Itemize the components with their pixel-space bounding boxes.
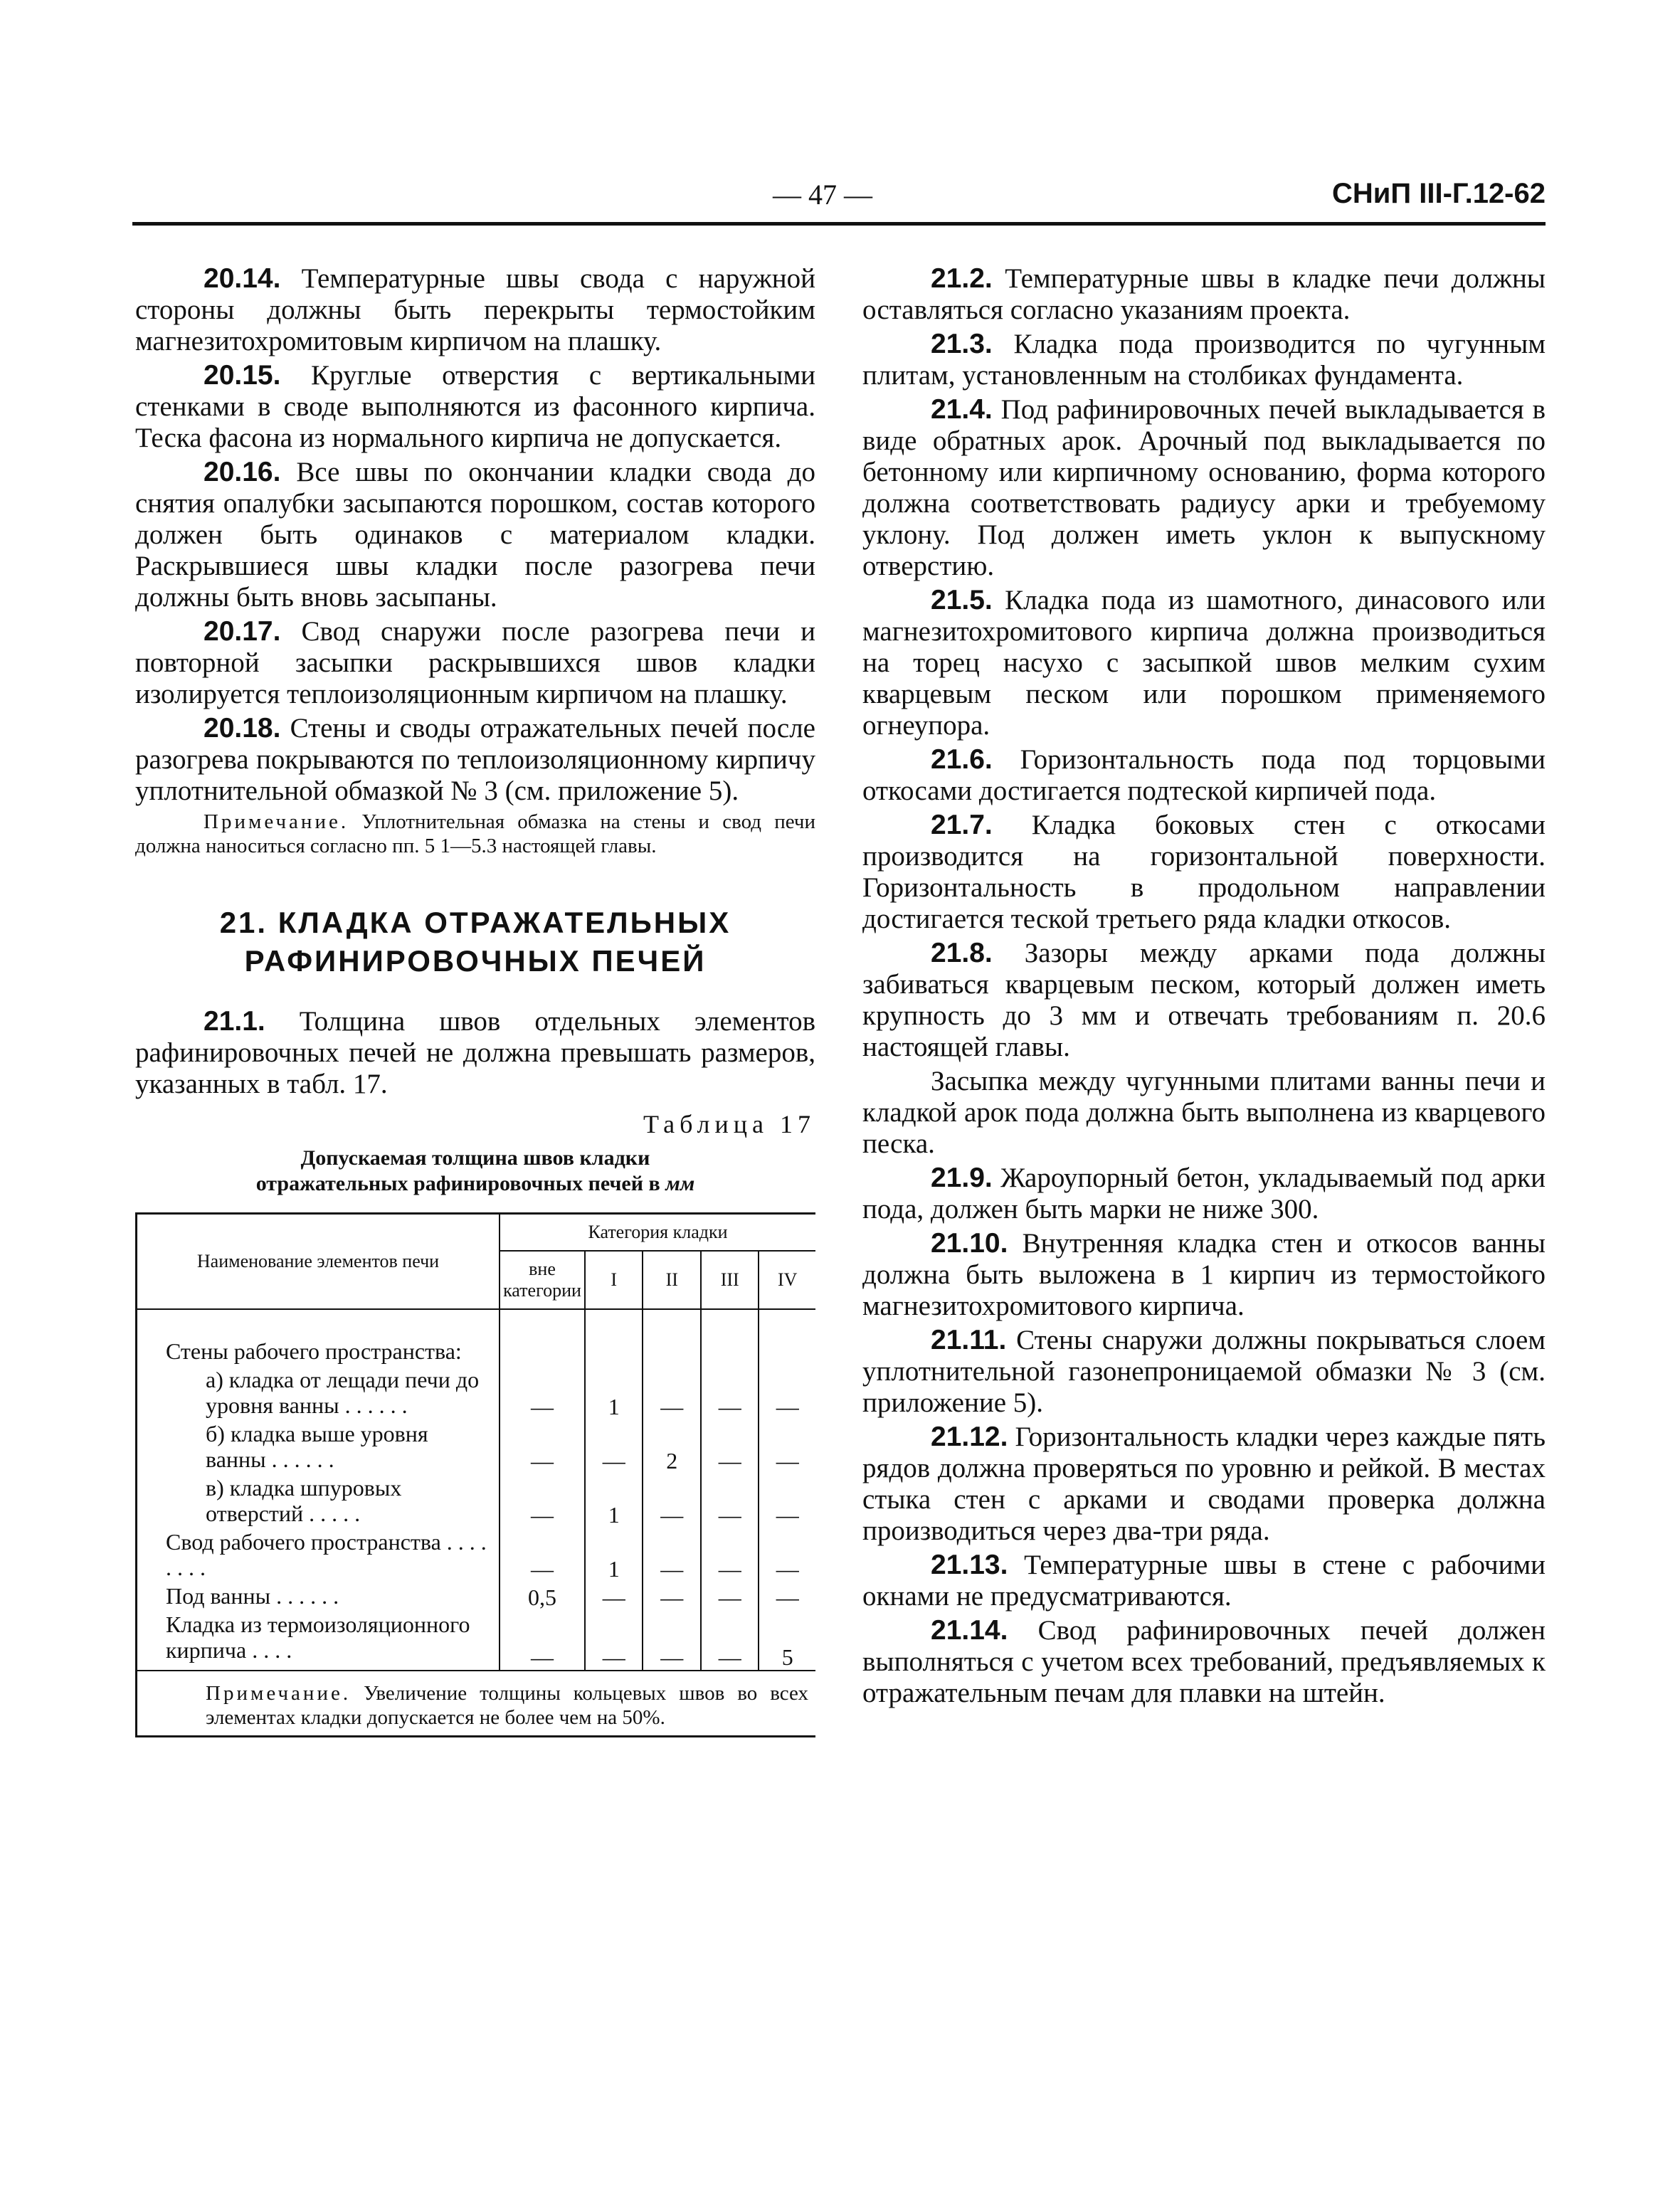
clause-text: Горизонтальность кладки через каждые пять рядов должна проверяться по уровню и рейкой. В местах стыка стен с арками и сводами проверка должна производиться через два-три ряда. <box>862 1422 1546 1546</box>
paragraph-21-12 <box>862 1422 1546 1547</box>
table-caption-line-1: Допускаемая толщина швов кладки <box>300 1146 650 1170</box>
left-column <box>135 263 815 1737</box>
cell: — <box>701 1474 759 1528</box>
row-name: Стены рабочего пространства: <box>137 1309 500 1365</box>
cell: — <box>643 1528 700 1582</box>
table-note-label: Примечание. <box>206 1682 352 1705</box>
table-label: Таблица 17 <box>643 1110 815 1138</box>
cell <box>585 1309 643 1365</box>
clause-text: Толщина швов отдельных элементов рафинировочных печей не должна превышать размеров, указанных в табл. 17. <box>135 1006 815 1099</box>
paragraph-21-13 <box>862 1550 1546 1612</box>
clause-text: Свод снаружи после разогрева печи и повторной засыпки раскрывшихся швов кладки изолируется теплоизоляционным кирпичом на плашку. <box>135 616 816 709</box>
cell <box>759 1309 815 1365</box>
clause-number: 21.10. <box>931 1228 1008 1259</box>
cell: — <box>585 1582 643 1610</box>
paragraph-21-7 <box>862 810 1546 935</box>
paragraph-21-14 <box>862 1615 1546 1709</box>
cell: — <box>776 1584 799 1610</box>
table-caption <box>135 1146 815 1197</box>
cell: — <box>776 1394 799 1419</box>
table-note <box>137 1671 816 1737</box>
clause-text: Стены и своды отражательных печей после разогрева покрываются по теплоизоляционному кирпичу уплотнительной обмазкой № 3 (см. приложение 5). <box>135 713 815 806</box>
cell <box>500 1309 585 1365</box>
cell: — <box>500 1474 585 1528</box>
clause-text: Горизонтальность пода под торцовыми откосами достигается подтеской кирпичей пода. <box>862 744 1546 806</box>
cell: — <box>500 1610 585 1671</box>
cell <box>701 1309 759 1365</box>
cell: — <box>643 1474 700 1528</box>
cell: — <box>585 1610 643 1671</box>
cell: — <box>701 1582 759 1610</box>
cell: — <box>643 1582 700 1610</box>
cell: — <box>701 1365 759 1419</box>
table-caption-line-2: отражательных рафинировочных печей в <box>255 1172 660 1195</box>
clause-text: Круглые отверстия с вертикальными стенками в своде выполняются из фасонного кирпича. Теска фасона из нормального кирпича не допускается. <box>135 360 815 453</box>
right-column <box>862 263 1546 1712</box>
paragraph-21-2 <box>862 263 1546 326</box>
table-row <box>137 1610 816 1671</box>
cell: 1 <box>585 1474 643 1528</box>
paragraph-20-15 <box>135 360 815 454</box>
cell: 2 <box>643 1419 700 1474</box>
clause-number: 21.8. <box>931 938 993 968</box>
section-title <box>135 904 815 980</box>
cell: — <box>500 1419 585 1474</box>
clause-text: Свод рафинировочных печей должен выполняться с учетом всех требований, предъявляемых к отражательным печам для плавки на штейн. <box>862 1615 1546 1708</box>
clause-number: 21.11. <box>931 1325 1007 1355</box>
paragraph-21-8-cont <box>862 1066 1546 1160</box>
clause-number: 21.6. <box>931 744 993 775</box>
section-title-line-2: РАФИНИРОВОЧНЫХ ПЕЧЕЙ <box>244 944 707 978</box>
row-name: Кладка из термоизоляционного кирпича . . . . <box>137 1610 500 1671</box>
clause-text: Кладка пода производится по чугунным плитам, установленным на столбиках фундамента. <box>862 329 1546 391</box>
row-name: Свод рабочего пространства . . . . . . . . <box>137 1528 500 1582</box>
cell: 0,5 <box>500 1582 585 1610</box>
column-header-category: вне категории <box>500 1251 585 1309</box>
clause-text: Зазоры между арками пода должны забиваться кварцевым песком, который должен иметь крупность до 3 мм и отвечать требованиям п. 20.6 настоящей главы. <box>862 938 1546 1062</box>
document-code: СНиП III-Г.12-62 <box>1332 178 1546 209</box>
column-header-category: IV <box>759 1251 815 1309</box>
cell: — <box>585 1419 643 1474</box>
clause-number: 21.7. <box>931 810 993 840</box>
paragraph-20-14 <box>135 263 815 357</box>
note <box>135 810 815 858</box>
page-header <box>132 178 1546 221</box>
cell: 1 <box>585 1528 643 1582</box>
clause-number: 21.13. <box>931 1550 1008 1580</box>
table-caption-unit: мм <box>665 1172 695 1195</box>
cell: — <box>500 1365 585 1419</box>
clause-text: Внутренняя кладка стен и откосов ванны должна быть выложена в 1 кирпич из термостойкого магнезитохромитового кирпича. <box>862 1228 1546 1321</box>
cell: — <box>643 1610 700 1671</box>
row-name: Под ванны . . . . . . <box>137 1582 500 1610</box>
clause-number: 21.14. <box>931 1615 1008 1646</box>
clause-text: Температурные швы в стене с рабочими окнами не предусматриваются. <box>862 1550 1546 1612</box>
paragraph-21-9 <box>862 1163 1546 1225</box>
table-row <box>137 1582 816 1610</box>
column-group-header: Категория кладки <box>500 1214 815 1252</box>
clause-number: 21.3. <box>931 329 993 359</box>
table-row <box>137 1309 816 1365</box>
paragraph-20-18 <box>135 713 815 807</box>
table-note-row <box>137 1671 816 1737</box>
clause-number: 21.2. <box>931 263 993 294</box>
clause-number: 21.1. <box>204 1006 265 1037</box>
clause-number: 20.14. <box>204 263 281 294</box>
clause-number: 20.17. <box>204 616 281 647</box>
cell: — <box>776 1502 799 1528</box>
column-header-name: Наименование элементов печи <box>137 1214 500 1310</box>
clause-number: 20.16. <box>204 457 281 487</box>
clause-text: Кладка боковых стен с откосами производится на горизонтальной поверхности. Горизонтальность в продольном направлении достигается теской третьего ряда кладки откосов. <box>862 810 1546 934</box>
paragraph-21-8 <box>862 938 1546 1063</box>
cell: — <box>701 1528 759 1582</box>
cell <box>643 1309 700 1365</box>
column-header-category: III <box>701 1251 759 1309</box>
cell: 1 <box>585 1365 643 1419</box>
clause-text: Температурные швы в кладке печи должны оставляться согласно указаниям проекта. <box>862 263 1546 325</box>
row-name: в) кладка шпуровых отверстий . . . . . <box>137 1474 500 1528</box>
row-name: а) кладка от лещади печи до уровня ванны . . . . . . <box>137 1365 500 1419</box>
clause-number: 21.9. <box>931 1163 993 1193</box>
section-title-line-1: 21. КЛАДКА ОТРАЖАТЕЛЬНЫХ <box>219 906 731 939</box>
column-header-category: I <box>585 1251 643 1309</box>
cell: — <box>500 1528 585 1582</box>
paragraph-21-11 <box>862 1325 1546 1419</box>
paragraph-21-5 <box>862 585 1546 741</box>
clause-text: Кладка пода из шамотного, динасового или магнезитохромитового кирпича должна производиться на торец насухо с засыпкой швов мелким сухим кварцевым песком или порошком применяемого огнеупора. <box>862 585 1546 741</box>
note-label: Примечание. <box>204 810 349 833</box>
paragraph-20-17 <box>135 616 815 710</box>
clause-text: Жароупорный бетон, укладываемый под арки пода, должен быть марки не ниже 300. <box>862 1163 1546 1224</box>
clause-number: 21.12. <box>931 1422 1008 1452</box>
header-rule <box>132 222 1546 226</box>
paragraph-21-3 <box>862 329 1546 391</box>
note-text: Уплотнительная обмазка на стены и свод печи должна наноситься согласно пп. 5 1—5.3 настоящей главы. <box>135 810 815 857</box>
clause-number: 20.15. <box>204 360 281 391</box>
clause-text: Под рафинировочных печей выкладывается в виде обратных арок. Арочный под выкладывается по бетонному или кирпичному основанию, форма которого должна соответствовать радиусу арки и требуемому уклону. Под должен иметь уклон к выпускному отверстию. <box>862 394 1546 581</box>
joint-thickness-table <box>135 1212 815 1737</box>
table-row <box>137 1474 816 1528</box>
page-number: — 47 — <box>773 179 872 211</box>
clause-text: Засыпка между чугунными плитами ванны печи и кладкой арок пода должна быть выполнена из кварцевого песка. <box>862 1066 1546 1159</box>
paragraph-21-10 <box>862 1228 1546 1322</box>
table-note-text: Увеличение толщины кольцевых швов во всех элементах кладки допускается не более чем на 50%. <box>206 1682 808 1729</box>
cell: — <box>701 1610 759 1671</box>
paragraph-21-1 <box>135 1006 815 1100</box>
table-row <box>137 1419 816 1474</box>
cell: — <box>643 1365 700 1419</box>
table-row <box>137 1365 816 1419</box>
clause-text: Температурные швы свода с наружной стороны должны быть перекрыты термостойким магнезитохромитовым кирпичом на плашку. <box>135 263 816 356</box>
column-header-category: II <box>643 1251 700 1309</box>
table-row <box>137 1528 816 1582</box>
clause-number: 20.18. <box>204 713 281 744</box>
paragraph-21-6 <box>862 744 1546 807</box>
cell: 5 <box>781 1644 793 1670</box>
row-name: б) кладка выше уровня ванны . . . . . . <box>137 1419 500 1474</box>
paragraph-20-16 <box>135 457 815 613</box>
cell: — <box>701 1419 759 1474</box>
cell: — <box>776 1448 799 1474</box>
clause-number: 21.4. <box>931 394 993 425</box>
clause-text: Стены снаружи должны покрываться слоем уплотнительной газонепроницаемой обмазки № 3 (см. приложение 5). <box>862 1325 1546 1418</box>
clause-text: Все швы по окончании кладки свода до снятия опалубки засыпаются порошком, состав которого должен быть одинаков с материалом кладки. Раскрывшиеся швы кладки после разогрева печи должны быть вновь засыпаны. <box>135 457 815 613</box>
clause-number: 21.5. <box>931 585 993 615</box>
paragraph-21-4 <box>862 394 1546 582</box>
cell: — <box>776 1556 799 1582</box>
